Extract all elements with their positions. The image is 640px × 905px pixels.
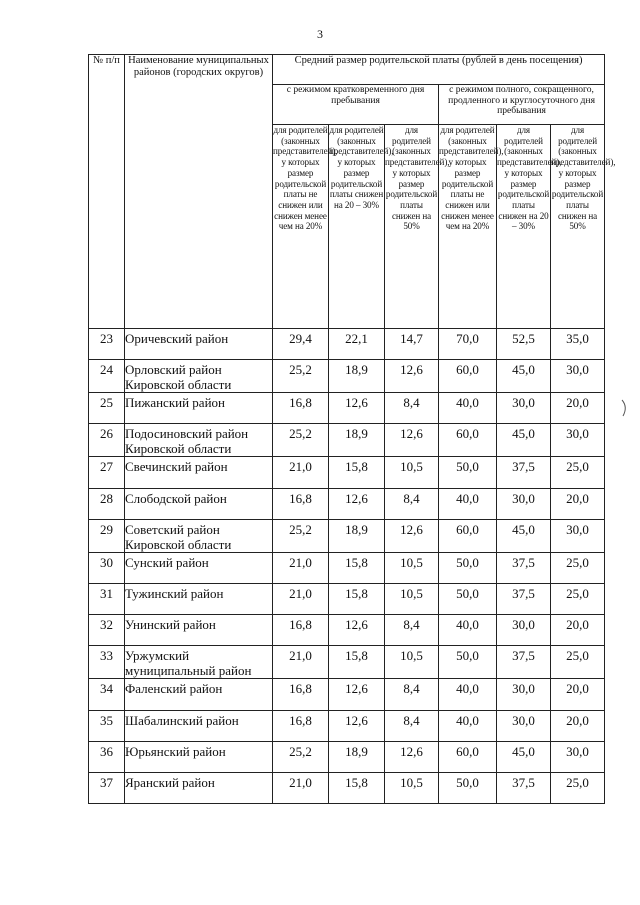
value-cell: 15,8 <box>329 552 385 583</box>
district-name: Яранский район <box>125 772 273 803</box>
row-number: 25 <box>89 393 125 424</box>
value-cell: 45,0 <box>497 360 551 393</box>
value-cell: 12,6 <box>329 679 385 710</box>
value-cell: 20,0 <box>551 615 605 646</box>
value-cell: 16,8 <box>273 679 329 710</box>
value-cell: 15,8 <box>329 646 385 679</box>
value-cell: 18,9 <box>329 424 385 457</box>
value-cell: 15,8 <box>329 457 385 488</box>
value-cell: 15,8 <box>329 583 385 614</box>
subheader-full-under-20: для родителей (законных представителей), у которых размер родительской платы не снижен или снижен менее чем на 20% <box>439 125 497 329</box>
value-cell: 30,0 <box>551 519 605 552</box>
value-cell: 12,6 <box>329 710 385 741</box>
district-name: Оричевский район <box>125 329 273 360</box>
row-number: 36 <box>89 741 125 772</box>
value-cell: 40,0 <box>439 615 497 646</box>
value-cell: 25,0 <box>551 552 605 583</box>
district-name: Подосиновский район Кировской области <box>125 424 273 457</box>
value-cell: 37,5 <box>497 772 551 803</box>
value-cell: 37,5 <box>497 552 551 583</box>
value-cell: 30,0 <box>497 393 551 424</box>
row-number: 23 <box>89 329 125 360</box>
value-cell: 12,6 <box>385 519 439 552</box>
value-cell: 10,5 <box>385 583 439 614</box>
fee-table <box>88 54 616 804</box>
value-cell: 35,0 <box>551 329 605 360</box>
page-number: 3 <box>317 27 323 41</box>
row-number: 29 <box>89 519 125 552</box>
value-cell: 8,4 <box>385 615 439 646</box>
value-cell: 25,2 <box>273 519 329 552</box>
district-name: Унинский район <box>125 615 273 646</box>
value-cell: 22,1 <box>329 329 385 360</box>
value-cell: 8,4 <box>385 679 439 710</box>
value-cell: 20,0 <box>551 679 605 710</box>
district-name: Советский район Кировской области <box>125 519 273 552</box>
table-row <box>89 424 605 457</box>
value-cell: 30,0 <box>551 741 605 772</box>
value-cell: 12,6 <box>385 741 439 772</box>
table-row <box>89 457 605 488</box>
district-name: Свечинский район <box>125 457 273 488</box>
value-cell: 21,0 <box>273 552 329 583</box>
value-cell: 30,0 <box>551 424 605 457</box>
table-row <box>89 710 605 741</box>
value-cell: 30,0 <box>497 710 551 741</box>
value-cell: 60,0 <box>439 360 497 393</box>
table-row <box>89 583 605 614</box>
value-cell: 45,0 <box>497 424 551 457</box>
district-name: Тужинский район <box>125 583 273 614</box>
value-cell: 12,6 <box>329 488 385 519</box>
value-cell: 25,2 <box>273 741 329 772</box>
value-cell: 50,0 <box>439 552 497 583</box>
value-cell: 21,0 <box>273 583 329 614</box>
value-cell: 20,0 <box>551 393 605 424</box>
table-row <box>89 552 605 583</box>
row-number: 33 <box>89 646 125 679</box>
header-avg-fee: Средний размер родительской платы (рублей в день посещения) <box>273 55 605 85</box>
value-cell: 20,0 <box>551 710 605 741</box>
value-cell: 45,0 <box>497 741 551 772</box>
table-row <box>89 615 605 646</box>
table-row <box>89 393 605 424</box>
row-number: 37 <box>89 772 125 803</box>
value-cell: 29,4 <box>273 329 329 360</box>
value-cell: 25,2 <box>273 424 329 457</box>
value-cell: 8,4 <box>385 488 439 519</box>
value-cell: 12,6 <box>385 360 439 393</box>
district-name: Фаленский район <box>125 679 273 710</box>
header-num: № п/п <box>89 55 125 329</box>
value-cell: 30,0 <box>497 615 551 646</box>
table-row <box>89 741 605 772</box>
header-full-mode: с режимом полного, сокращенного, продленного и круглосуточного дня пребывания <box>439 85 605 125</box>
value-cell: 37,5 <box>497 583 551 614</box>
row-number: 30 <box>89 552 125 583</box>
value-cell: 30,0 <box>497 488 551 519</box>
value-cell: 18,9 <box>329 741 385 772</box>
value-cell: 37,5 <box>497 646 551 679</box>
margin-pen-mark <box>620 398 630 418</box>
value-cell: 18,9 <box>329 360 385 393</box>
value-cell: 16,8 <box>273 393 329 424</box>
value-cell: 18,9 <box>329 519 385 552</box>
value-cell: 30,0 <box>497 679 551 710</box>
value-cell: 25,0 <box>551 457 605 488</box>
row-number: 28 <box>89 488 125 519</box>
district-name: Пижанский район <box>125 393 273 424</box>
table-row <box>89 772 605 803</box>
value-cell: 40,0 <box>439 488 497 519</box>
value-cell: 60,0 <box>439 424 497 457</box>
value-cell: 10,5 <box>385 552 439 583</box>
value-cell: 10,5 <box>385 772 439 803</box>
header-name: Наименование муниципальных районов (городских округов) <box>125 55 273 329</box>
value-cell: 52,5 <box>497 329 551 360</box>
table-row <box>89 329 605 360</box>
value-cell: 40,0 <box>439 679 497 710</box>
value-cell: 15,8 <box>329 772 385 803</box>
row-number: 31 <box>89 583 125 614</box>
value-cell: 25,0 <box>551 646 605 679</box>
subheader-full-50: для родителей (законных представителей), у которых размер родительской платы снижен на 50% <box>551 125 605 329</box>
subheader-short-20-30: для родителей (законных представителей), у которых размер родительской платы снижен на 20 – 30% <box>329 125 385 329</box>
value-cell: 25,2 <box>273 360 329 393</box>
district-name: Шабалинский район <box>125 710 273 741</box>
value-cell: 12,6 <box>329 393 385 424</box>
value-cell: 16,8 <box>273 488 329 519</box>
value-cell: 50,0 <box>439 457 497 488</box>
value-cell: 50,0 <box>439 646 497 679</box>
value-cell: 50,0 <box>439 772 497 803</box>
value-cell: 70,0 <box>439 329 497 360</box>
value-cell: 12,6 <box>329 615 385 646</box>
table-row <box>89 646 605 679</box>
value-cell: 21,0 <box>273 457 329 488</box>
value-cell: 12,6 <box>385 424 439 457</box>
table-row <box>89 679 605 710</box>
district-name: Юрьянский район <box>125 741 273 772</box>
value-cell: 14,7 <box>385 329 439 360</box>
value-cell: 8,4 <box>385 710 439 741</box>
row-number: 27 <box>89 457 125 488</box>
value-cell: 45,0 <box>497 519 551 552</box>
value-cell: 25,0 <box>551 772 605 803</box>
value-cell: 40,0 <box>439 710 497 741</box>
subheader-full-20-30: для родителей (законных представителей), у которых размер родительской платы снижен на 20 – 30% <box>497 125 551 329</box>
value-cell: 20,0 <box>551 488 605 519</box>
row-number: 24 <box>89 360 125 393</box>
value-cell: 40,0 <box>439 393 497 424</box>
row-number: 32 <box>89 615 125 646</box>
district-name: Уржумский муниципальный район <box>125 646 273 679</box>
value-cell: 60,0 <box>439 519 497 552</box>
value-cell: 50,0 <box>439 583 497 614</box>
value-cell: 25,0 <box>551 583 605 614</box>
table-row <box>89 488 605 519</box>
table-row <box>89 519 605 552</box>
subheader-short-50: для родителей (законных представителей), у которых размер родительской платы снижен на 50% <box>385 125 439 329</box>
district-name: Орловский район Кировской области <box>125 360 273 393</box>
value-cell: 10,5 <box>385 457 439 488</box>
value-cell: 21,0 <box>273 772 329 803</box>
district-name: Слободской район <box>125 488 273 519</box>
row-number: 34 <box>89 679 125 710</box>
district-name: Сунский район <box>125 552 273 583</box>
value-cell: 8,4 <box>385 393 439 424</box>
value-cell: 30,0 <box>551 360 605 393</box>
row-number: 26 <box>89 424 125 457</box>
value-cell: 37,5 <box>497 457 551 488</box>
value-cell: 16,8 <box>273 615 329 646</box>
value-cell: 60,0 <box>439 741 497 772</box>
value-cell: 16,8 <box>273 710 329 741</box>
value-cell: 21,0 <box>273 646 329 679</box>
header-short-mode: с режимом кратковременного дня пребывания <box>273 85 439 125</box>
row-number: 35 <box>89 710 125 741</box>
value-cell: 10,5 <box>385 646 439 679</box>
subheader-short-under-20: для родителей (законных представителей), у которых размер родительской платы не снижен или снижен менее чем на 20% <box>273 125 329 329</box>
table-row <box>89 360 605 393</box>
